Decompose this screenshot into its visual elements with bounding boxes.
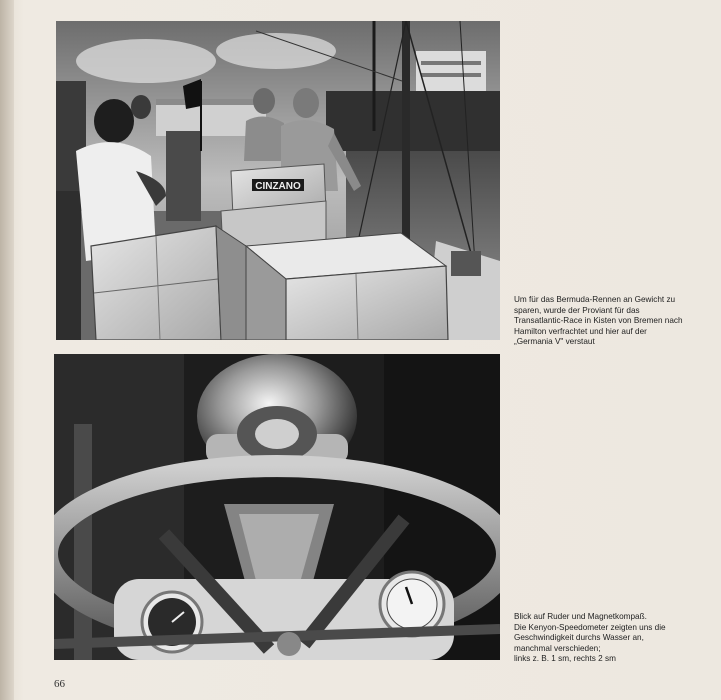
caption-line: Die Kenyon-Speedometer zeigten uns die [514, 622, 666, 632]
photo-crates-icon [56, 21, 500, 340]
caption-line: Transatlantic-Race in Kisten von Bremen nach [514, 316, 683, 326]
caption-provisions [514, 295, 704, 348]
caption-line: „Germania V" verstaut [514, 337, 595, 347]
caption-line: manchmal verschieden; [514, 643, 601, 653]
caption-line: sparen, wurde der Proviant für das [514, 305, 640, 315]
caption-line: Geschwindigkeit durchs Wasser an, [514, 633, 644, 643]
photo-wheel-compass [54, 354, 500, 660]
caption-line: links z. B. 1 sm, rechts 2 sm [514, 654, 616, 664]
photo-wheel-compass-icon [54, 354, 500, 660]
crate-label: CINZANO [255, 181, 301, 192]
photo-provisions-crates [56, 21, 500, 340]
caption-wheel-compass [514, 612, 704, 665]
page-number: 66 [54, 678, 65, 690]
caption-line: Hamilton verfrachtet und hier auf der [514, 326, 647, 336]
book-spine [0, 0, 14, 700]
caption-line: Blick auf Ruder und Magnetkompaß. [514, 612, 647, 621]
caption-line: Um für das Bermuda-Rennen an Gewicht zu [514, 295, 676, 304]
